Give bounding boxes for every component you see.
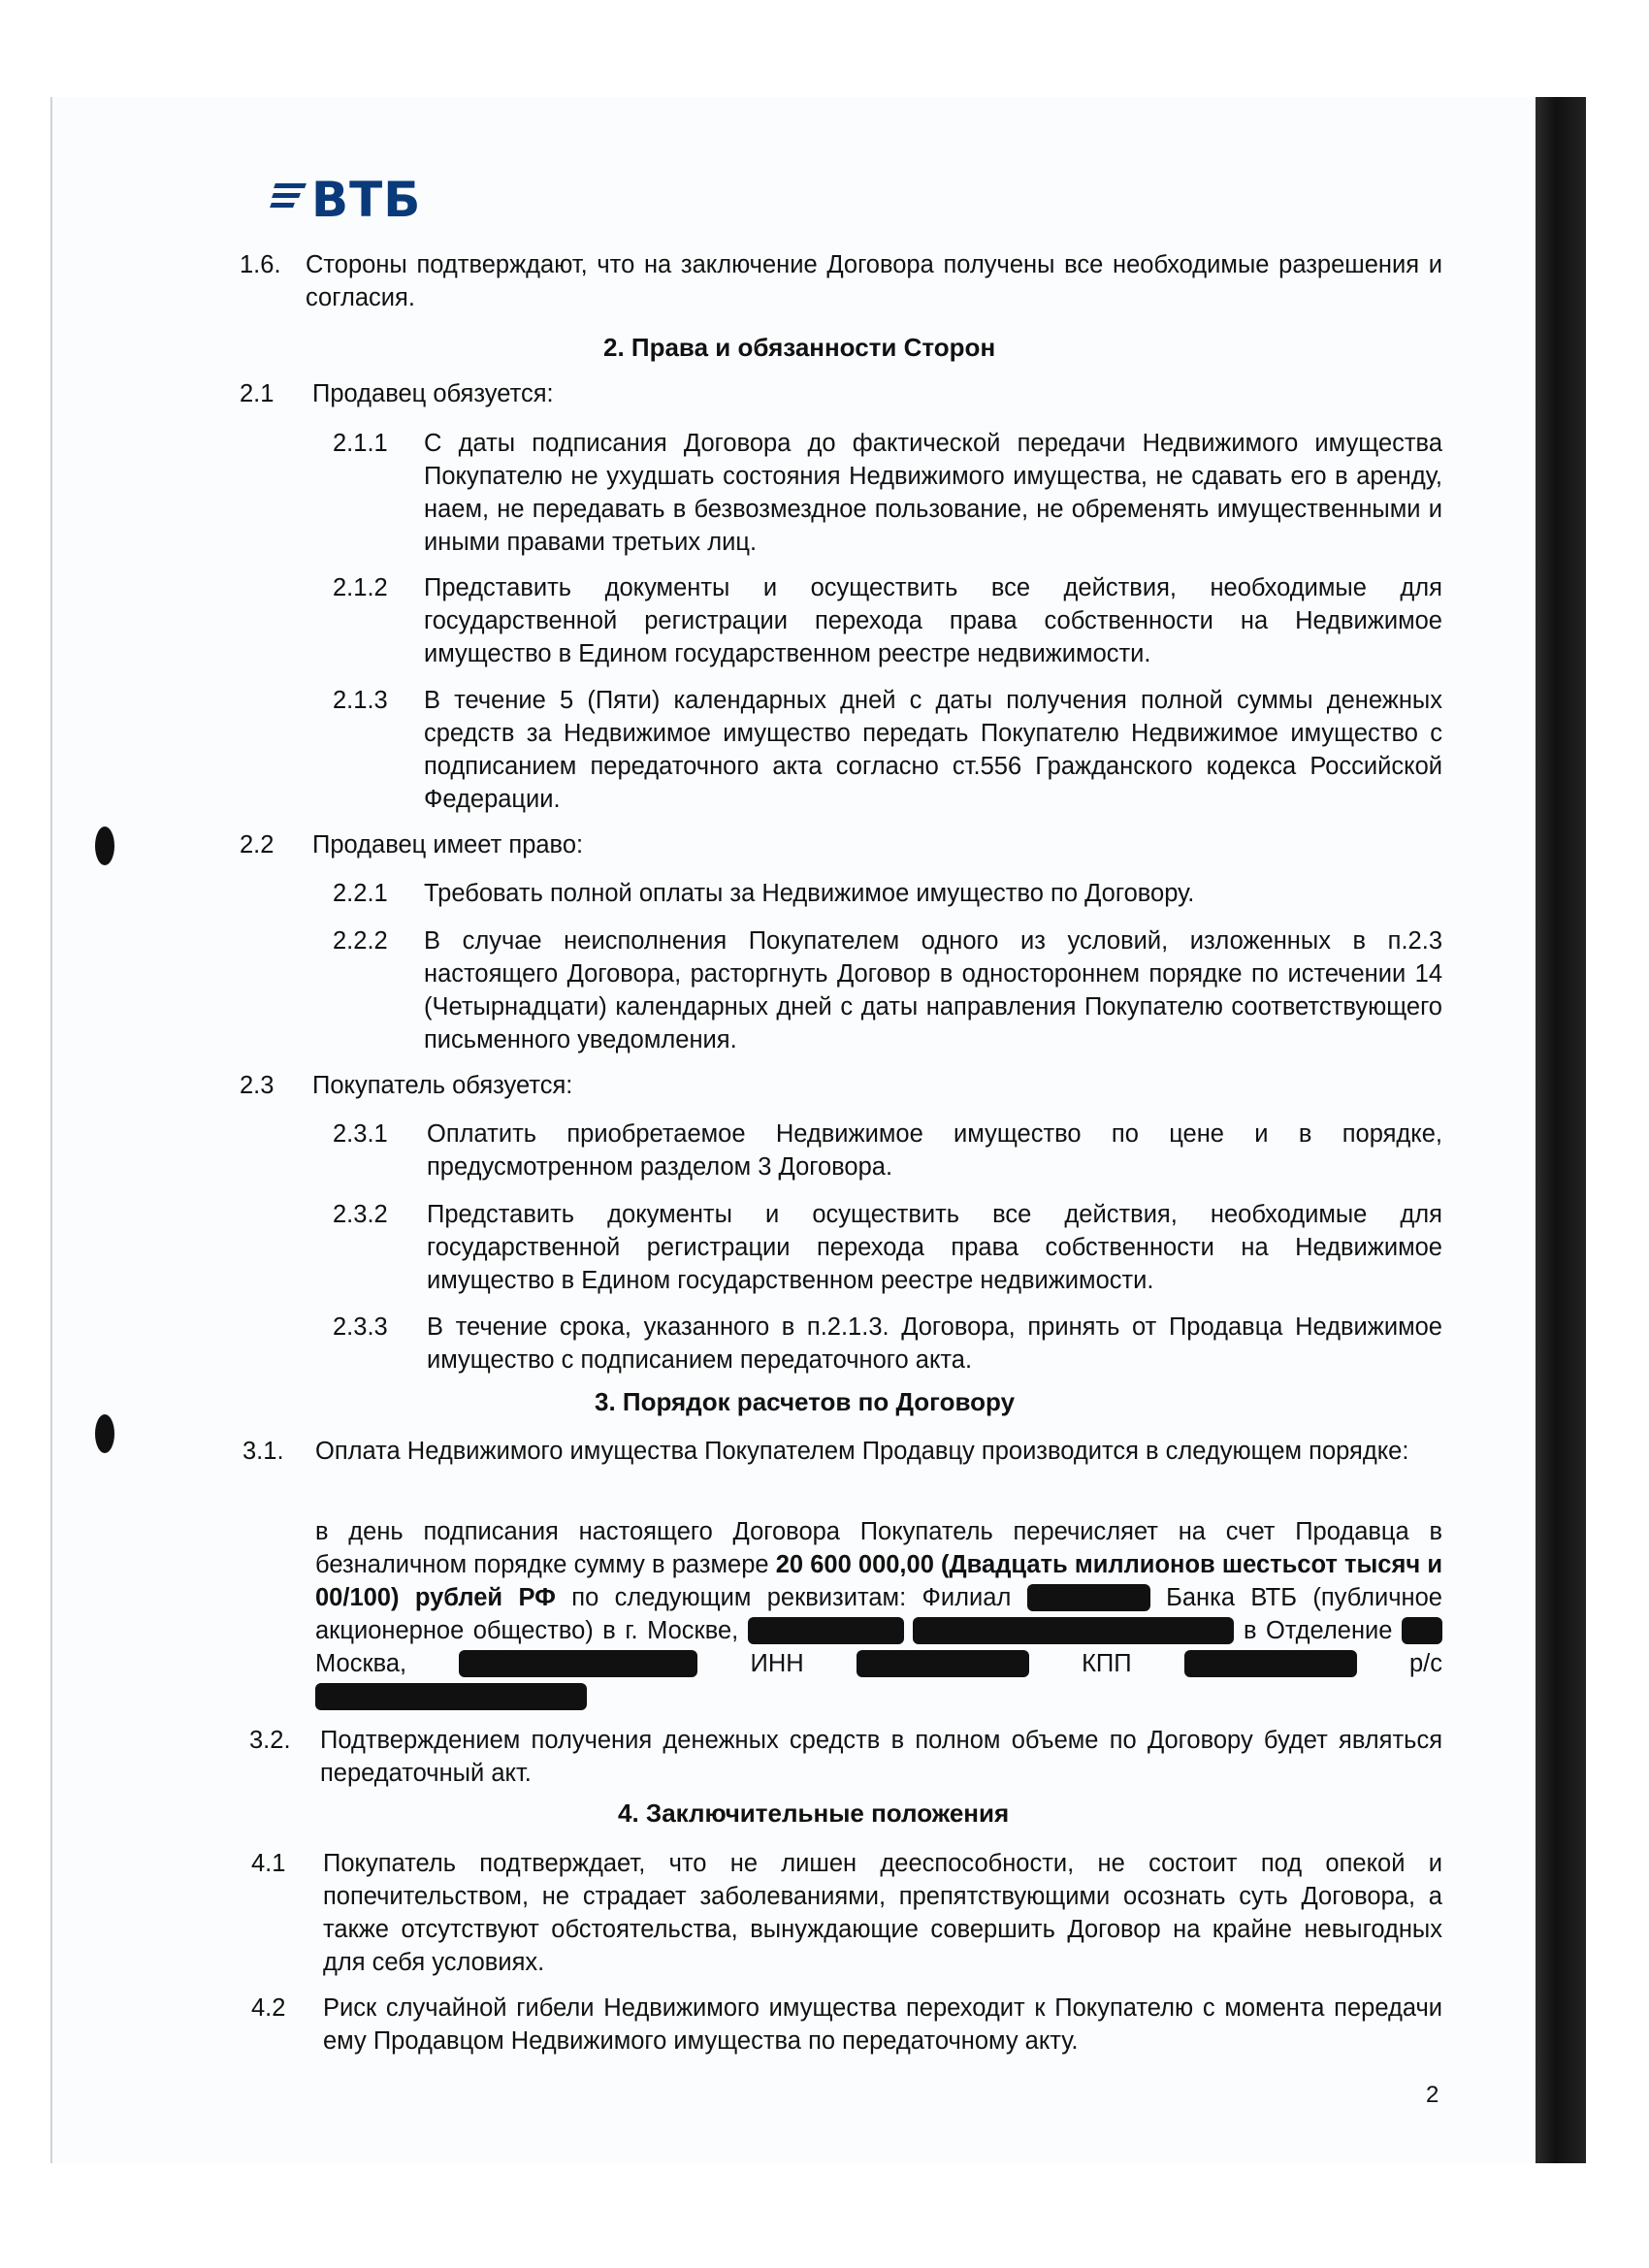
- redaction-mark: XXXXXXXXXXXXXXXXXXX: [913, 1617, 1234, 1644]
- payment-text: по следующим реквизитам: Филиал: [555, 1584, 1027, 1611]
- redaction-mark: XXXXXXXXXX: [857, 1650, 1029, 1677]
- clause-text: Покупатель подтверждает, что не лишен дееспособности, не состоит под опекой и попечительством, не страдает заболеваниями, препятствующими осознать суть Договора, а также отсутствуют обстоятельства, вынуждающие совершить Договор на крайне невыгодных для себя условиях.: [323, 1850, 1442, 1976]
- clause-text: Представить документы и осуществить все действия, необходимые для государственной регистрации перехода права собственности на Недвижимое имущество в Едином государственном реестре недвижимости.: [424, 574, 1442, 667]
- clause-number: 2.2: [240, 831, 275, 859]
- vtb-logo-text: ВТБ: [311, 172, 422, 228]
- payment-text: Банка ВТБ (публичное акционерное общество) в г. Москве,: [315, 1584, 1442, 1644]
- clause-text: В течение 5 (Пяти) календарных дней с даты получения полной суммы денежных средств за Недвижимое имущество передать Покупателю Недвижимое имущество с подписанием передаточного акта согласно ст.556 Гражданского кодекса Российской Федерации.: [424, 687, 1442, 813]
- clause-text: В случае неисполнения Покупателем одного из условий, изложенных в п.2.3 настоящего Договора, расторгнуть Договор в одностороннем порядке по истечении 14 (Четырнадцати) календарных дней с даты направления Покупателю соответствующего письменного уведомления.: [424, 927, 1442, 1053]
- clause-text: Продавец имеет право:: [312, 831, 584, 859]
- payment-text: ИНН: [697, 1650, 857, 1677]
- clause-number: 2.3.2: [333, 1201, 388, 1228]
- clause-number: 1.6.: [240, 251, 281, 278]
- payment-text: р/с: [1356, 1650, 1442, 1677]
- redaction-mark: XXXXXXX: [1027, 1584, 1150, 1611]
- clause-number: 2.3.3: [333, 1313, 388, 1341]
- clause-text: Покупатель обязуется:: [312, 1072, 573, 1099]
- redaction-mark: XXXXXXXXXXXXXX: [459, 1650, 697, 1677]
- clause-text: Риск случайной гибели Недвижимого имущества переходит к Покупателю с момента передачи ему Продавцом Недвижимого имущества по передаточному акту.: [323, 1994, 1442, 2055]
- section-heading: 3. Порядок расчетов по Договору: [595, 1387, 1016, 1416]
- clause-number: 2.3.1: [333, 1120, 388, 1148]
- payment-text: в день подписания настоящего Договора Покупатель перечисляет на счет Продавца в безналичном порядке сумму в размере: [315, 1518, 1442, 1578]
- payment-amount: 20 600 000,00 (Двадцать миллионов шестьсот тысяч и 00/100) рублей РФ: [315, 1551, 1442, 1611]
- payment-text: Москва,: [315, 1650, 460, 1677]
- clause-number: 2.1.1: [333, 430, 388, 457]
- clause-number: 4.2: [251, 1994, 286, 2022]
- clause-number: 2.1.3: [333, 687, 388, 714]
- clause-number: 3.1.: [242, 1438, 284, 1465]
- payment-text: в Отделение: [1234, 1617, 1402, 1644]
- clause-text: В течение срока, указанного в п.2.1.3. Договора, принять от Продавца Недвижимое имущество с подписанием передаточного акта.: [427, 1313, 1442, 1374]
- payment-text: КПП: [1082, 1650, 1184, 1677]
- clause-text: Стороны подтверждают, что на заключение Договора получены все необходимые разрешения и согласия.: [306, 251, 1442, 311]
- clause-text: Оплата Недвижимого имущества Покупателем Продавцу производится в следующем порядке:: [315, 1438, 1409, 1465]
- clause-number: 2.3: [240, 1072, 275, 1099]
- clause-text: Оплатить приобретаемое Недвижимое имущество по цене и в порядке, предусмотренном разделом 3 Договора.: [427, 1120, 1442, 1181]
- payment-paragraph: [315, 1515, 1442, 1713]
- clause-text: Представить документы и осуществить все действия, необходимые для государственной регистрации перехода права собственности на Недвижимое имущество в Едином государственном реестре недвижимости.: [427, 1201, 1442, 1294]
- clause-number: 3.2.: [249, 1727, 291, 1754]
- page-number: 2: [1426, 2082, 1439, 2108]
- clause-number: 2.1: [240, 380, 275, 407]
- redaction-mark: XXXXXXXXXXXXXXXX: [315, 1683, 587, 1710]
- clause-text: Продавец обязуется:: [312, 380, 554, 407]
- clause-text: С даты подписания Договора до фактической передачи Недвижимого имущества Покупателю не ухудшать состояния Недвижимого имущества, не сдавать его в аренду, наем, не передавать в безвозмездное пользование, не обременять имущественными и иными правами третьих лиц.: [424, 430, 1442, 556]
- clause-number: 2.2.1: [333, 880, 388, 907]
- clause-number: 4.1: [251, 1850, 286, 1877]
- section-heading: 2. Права и обязанности Сторон: [603, 333, 996, 362]
- clause-text: Подтверждением получения денежных средств в полном объеме по Договору будет являться передаточный акт.: [320, 1727, 1442, 1787]
- clause-number: 2.1.2: [333, 574, 388, 601]
- section-heading: 4. Заключительные положения: [618, 1798, 1010, 1828]
- redaction-mark: XX: [1402, 1617, 1442, 1644]
- redaction-mark: XXXXXXXXXX: [1184, 1650, 1357, 1677]
- clause-number: 2.2.2: [333, 927, 388, 955]
- clause-text: Требовать полной оплаты за Недвижимое имущество по Договору.: [424, 880, 1195, 907]
- redaction-mark: XXXXXXXXX: [748, 1617, 904, 1644]
